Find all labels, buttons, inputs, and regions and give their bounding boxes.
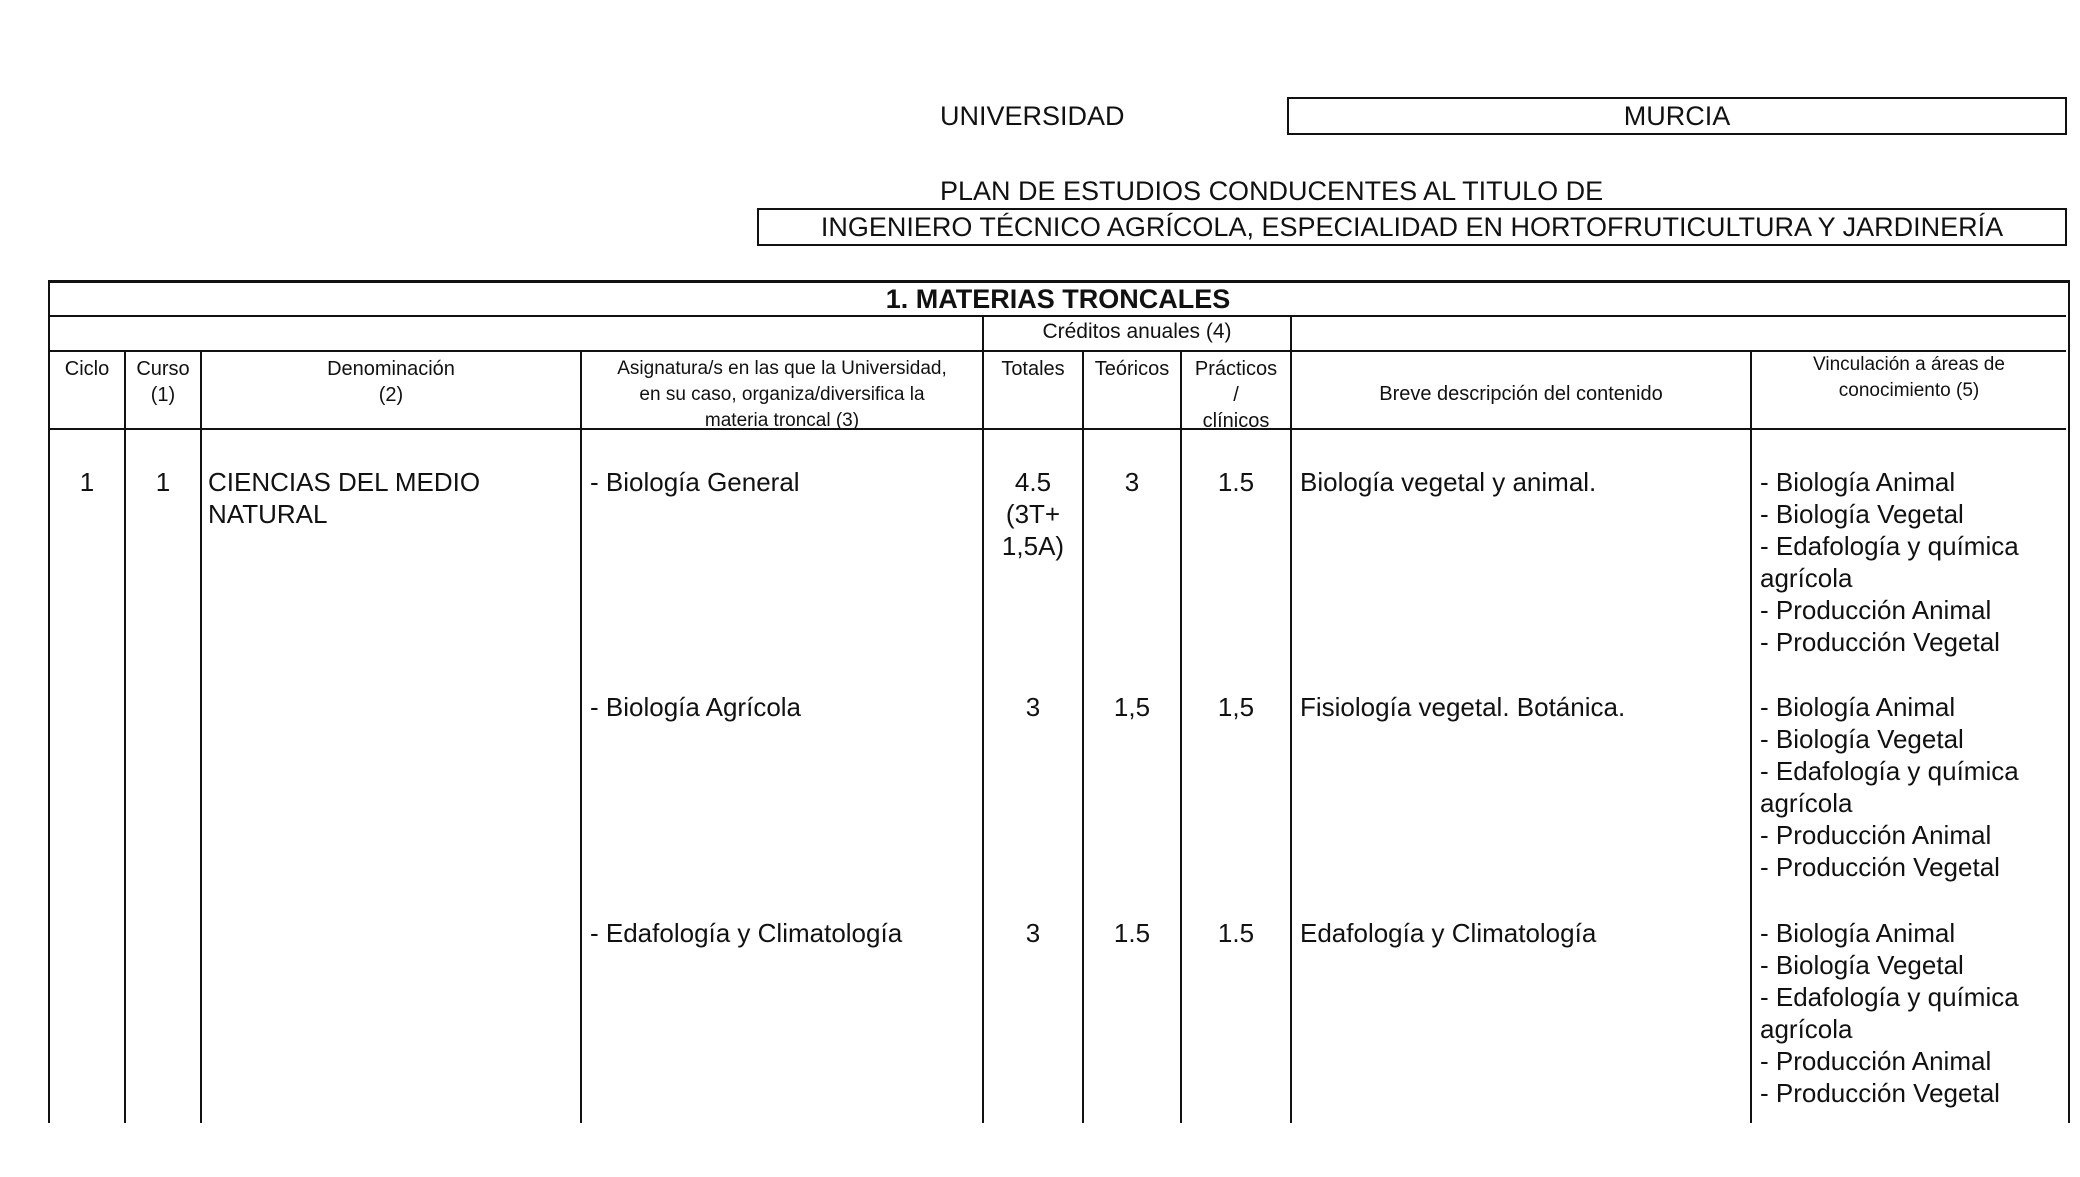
col-denominacion: Denominación (2) bbox=[327, 358, 455, 406]
table-row-practicos: 1,5 bbox=[1217, 692, 1255, 722]
col-totales: Totales bbox=[1001, 358, 1065, 380]
col-teoricos: Teóricos bbox=[1094, 358, 1170, 380]
table-row-totales: 3 bbox=[1025, 692, 1041, 722]
col-vinculacion: Vinculación a áreas de conocimiento (5) bbox=[1813, 354, 2005, 401]
table-row-areas: - Biología Animal - Biología Vegetal - Edafología y química agrícola - Producción Animal - Producción Vegetal bbox=[1760, 918, 2019, 1108]
table-row-totales: 3 bbox=[1025, 918, 1041, 948]
universidad-label: UNIVERSIDAD bbox=[940, 101, 1125, 131]
table-row-areas: - Biología Animal - Biología Vegetal - Edafología y química agrícola - Producción Animal - Producción Vegetal bbox=[1760, 467, 2019, 657]
col-descripcion: Breve descripción del contenido bbox=[1379, 383, 1663, 405]
titulo-box bbox=[757, 208, 2067, 246]
table-row-asignatura: - Edafología y Climatología bbox=[590, 918, 903, 948]
col-asignatura: Asignatura/s en las que la Universidad, en su caso, organiza/diversifica la materia troncal (3) bbox=[617, 358, 947, 431]
ciclo-value: 1 bbox=[79, 467, 95, 497]
table-row-teoricos: 1.5 bbox=[1113, 918, 1151, 948]
table-row-descripcion: Fisiología vegetal. Botánica. bbox=[1300, 692, 1626, 722]
table-row-areas: - Biología Animal - Biología Vegetal - Edafología y química agrícola - Producción Animal - Producción Vegetal bbox=[1760, 692, 2019, 882]
table-row-teoricos: 1,5 bbox=[1113, 692, 1151, 722]
table-row-asignatura: - Biología Agrícola bbox=[590, 692, 802, 722]
denominacion-value: CIENCIAS DEL MEDIO NATURAL bbox=[208, 467, 481, 529]
table-row-practicos: 1.5 bbox=[1217, 918, 1255, 948]
table-row-totales: 4.5 (3T+ 1,5A) bbox=[1001, 467, 1065, 561]
universidad-value: MURCIA bbox=[1623, 101, 1731, 131]
universidad-value-box bbox=[1287, 97, 2067, 135]
table-row-teoricos: 3 bbox=[1124, 467, 1140, 497]
creditos-header: Créditos anuales (4) bbox=[1042, 320, 1232, 343]
materias-troncales-table bbox=[48, 280, 2070, 1123]
table-row-descripcion: Edafología y Climatología bbox=[1300, 918, 1597, 948]
col-ciclo: Ciclo bbox=[64, 358, 110, 380]
plan-title: PLAN DE ESTUDIOS CONDUCENTES AL TITULO DE bbox=[940, 176, 1604, 206]
titulo-value: INGENIERO TÉCNICO AGRÍCOLA, ESPECIALIDAD EN HORTOFRUTICULTURA Y JARDINERÍA bbox=[820, 212, 2004, 242]
table-row-asignatura: - Biología General bbox=[590, 467, 800, 497]
col-curso: Curso (1) bbox=[136, 358, 190, 406]
table-row-practicos: 1.5 bbox=[1217, 467, 1255, 497]
col-practicos: Prácticos / clínicos bbox=[1194, 358, 1278, 432]
curso-value: 1 bbox=[155, 467, 171, 497]
table-title: 1. MATERIAS TRONCALES bbox=[885, 284, 1231, 314]
table-row-descripcion: Biología vegetal y animal. bbox=[1300, 467, 1597, 497]
